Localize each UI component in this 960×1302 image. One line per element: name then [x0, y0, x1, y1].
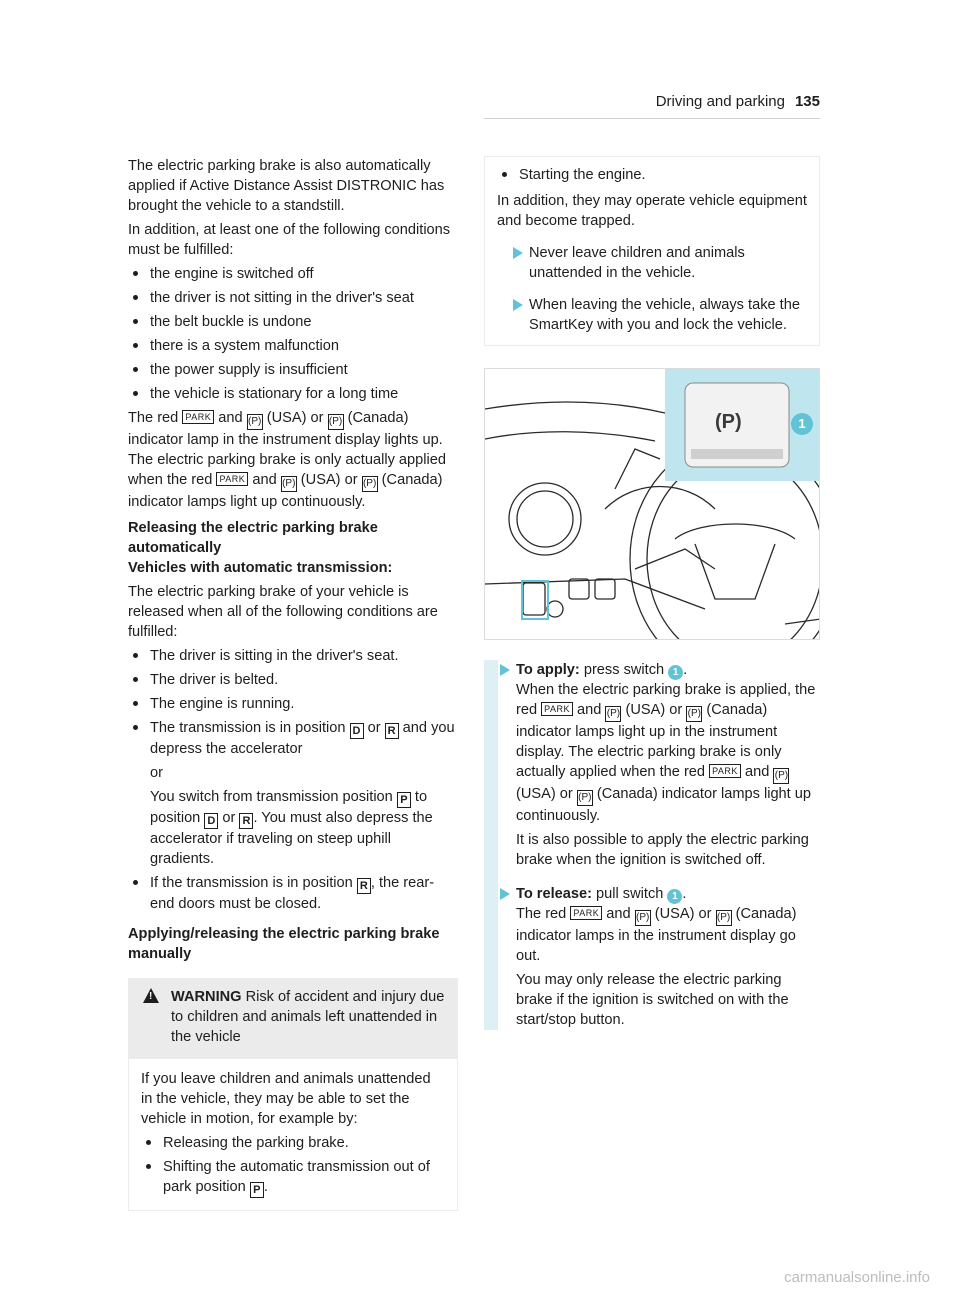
parking-brake-icon: (P): [362, 476, 378, 492]
gear-r-icon: R: [385, 723, 399, 739]
warning-title: Risk of accident and injury due to children and animals left unattended in the vehicle: [171, 989, 445, 1045]
warning-body: [129, 1059, 457, 1210]
parking-brake-switch-icon: (P): [715, 411, 742, 433]
release-condition-switch: You switch from transmission position P to position D or R . You must also depress the accelerator if traveling on steep uphill gradients.: [150, 789, 433, 867]
parking-brake-icon: (P): [686, 706, 702, 722]
condition-item: the power supply is insufficient: [128, 360, 458, 380]
action-step: Never leave children and animals unattended in the vehicle.: [497, 243, 807, 283]
release-note: You may only release the electric parking brake if the ignition is switched on with the start/stop button.: [516, 972, 789, 1028]
park-indicator-icon: PARK: [709, 764, 741, 778]
page-header: [656, 92, 820, 112]
parking-brake-icon: (P): [328, 414, 344, 430]
warning-continuation-text: In addition, they may operate vehicle equipment and become trapped.: [497, 193, 807, 229]
procedure-steps: [484, 660, 820, 1030]
action-step: When leaving the vehicle, always take the SmartKey with you and lock the vehicle.: [497, 295, 807, 335]
release-label: To release:: [516, 886, 592, 902]
page-number: 135: [794, 93, 820, 110]
warning-box: [128, 978, 458, 1211]
parking-brake-icon: (P): [773, 768, 789, 784]
condition-item: the vehicle is stationary for a long time: [128, 384, 458, 404]
release-condition: The driver is sitting in the driver's seat.: [128, 646, 458, 666]
parking-brake-icon: (P): [281, 476, 297, 492]
callout-1-icon: 1: [667, 889, 682, 904]
warning-label: WARNING: [171, 989, 242, 1005]
or-separator: or: [150, 765, 163, 781]
callout-1-icon: 1: [791, 413, 813, 435]
heading-manual: Applying/releasing the electric parking brake manually: [128, 926, 440, 962]
callout-1-icon: 1: [668, 665, 683, 680]
release-condition: The engine is running.: [128, 694, 458, 714]
gear-r-icon: R: [239, 813, 253, 829]
condition-item: there is a system malfunction: [128, 336, 458, 356]
parking-brake-icon: (P): [716, 910, 732, 926]
apply-label: To apply:: [516, 662, 580, 678]
release-condition-rear-doors: If the transmission is in position R , the rear-end doors must be closed.: [128, 873, 458, 914]
apply-step: To apply: press switch 1 . When the electric parking brake is applied, the red PARK and (P) (USA) or (P) (Canada) indicator lamps light up in the instrument display. The electric parking brake is only actually applied when the red PARK and (P) (USA) or (P) (Canada) indicator lamps light up continuously. It is also possible to apply the electric parking brake when the ignition is switched off.: [484, 660, 820, 870]
warning-header: ! WARNING Risk of accident and injury due to children and animals left unattended in the vehicle: [129, 979, 457, 1059]
warning-continuation: [484, 156, 820, 346]
heading-automatic-transmission: Vehicles with automatic transmission:: [128, 560, 393, 576]
release-condition: The driver is belted.: [128, 670, 458, 690]
gear-d-icon: D: [350, 723, 364, 739]
action-arrow-icon: [500, 888, 510, 900]
warning-text: If you leave children and animals unattended in the vehicle, they may be able to set the vehicle in motion, for example by:: [141, 1071, 431, 1127]
left-column: [128, 156, 458, 1211]
parking-brake-icon: (P): [635, 910, 651, 926]
condition-item: the driver is not sitting in the driver's seat: [128, 288, 458, 308]
section-title: Driving and parking: [655, 93, 785, 110]
release-condition-transmission: The transmission is in position D or R and you depress the accelerator: [128, 718, 458, 759]
right-column: [484, 156, 820, 1030]
indicator-lamp-paragraph: The red PARK and (P) (USA) or (P) (Canada) indicator lamp in the instrument display lights up. The electric parking brake is only actually applied when the red PARK and (P) (USA) or (P) (Canada) indicator lamps light up continuously.: [128, 410, 446, 510]
auto-apply-paragraph: The electric parking brake is also automatically applied if Active Distance Assist DISTRONIC has brought the vehicle to a standstill.: [128, 158, 445, 214]
dashboard-line-drawing: [485, 369, 820, 640]
gear-d-icon: D: [204, 813, 218, 829]
conditions-intro: In addition, at least one of the following conditions must be fulfilled:: [128, 222, 451, 258]
park-indicator-icon: PARK: [216, 472, 248, 486]
gear-p-icon: P: [250, 1182, 264, 1198]
parking-brake-switch-illustration: [484, 368, 820, 640]
action-arrow-icon: [513, 299, 523, 311]
condition-item: the belt buckle is undone: [128, 312, 458, 332]
heading-release-automatically: Releasing the electric parking brake automatically: [128, 520, 378, 556]
action-arrow-icon: [500, 664, 510, 676]
warning-item: Releasing the parking brake.: [141, 1133, 445, 1153]
warning-item: Shifting the automatic transmission out of park position P .: [141, 1157, 445, 1198]
footer-watermark: carmanualsonline.info: [784, 1269, 930, 1286]
parking-brake-icon: (P): [247, 414, 263, 430]
release-step: To release: pull switch 1 . The red PARK and (P) (USA) or (P) (Canada) indicator lamps in the instrument display go out. You may only release the electric parking brake if the ignition is switched on with the start/stop button.: [484, 884, 820, 1030]
park-indicator-icon: PARK: [570, 906, 602, 920]
parking-brake-icon: (P): [577, 790, 593, 806]
gear-p-icon: P: [397, 792, 411, 808]
park-indicator-icon: PARK: [541, 702, 573, 716]
header-divider: [484, 118, 820, 119]
release-intro: The electric parking brake of your vehicle is released when all of the following conditions are fulfilled:: [128, 584, 438, 640]
gear-r-icon: R: [357, 878, 371, 894]
park-indicator-icon: PARK: [182, 410, 214, 424]
action-arrow-icon: [513, 247, 523, 259]
parking-brake-icon: (P): [605, 706, 621, 722]
warning-item: Starting the engine.: [497, 165, 807, 185]
apply-note: It is also possible to apply the electric parking brake when the ignition is switched off.: [516, 832, 809, 868]
condition-item: the engine is switched off: [128, 264, 458, 284]
